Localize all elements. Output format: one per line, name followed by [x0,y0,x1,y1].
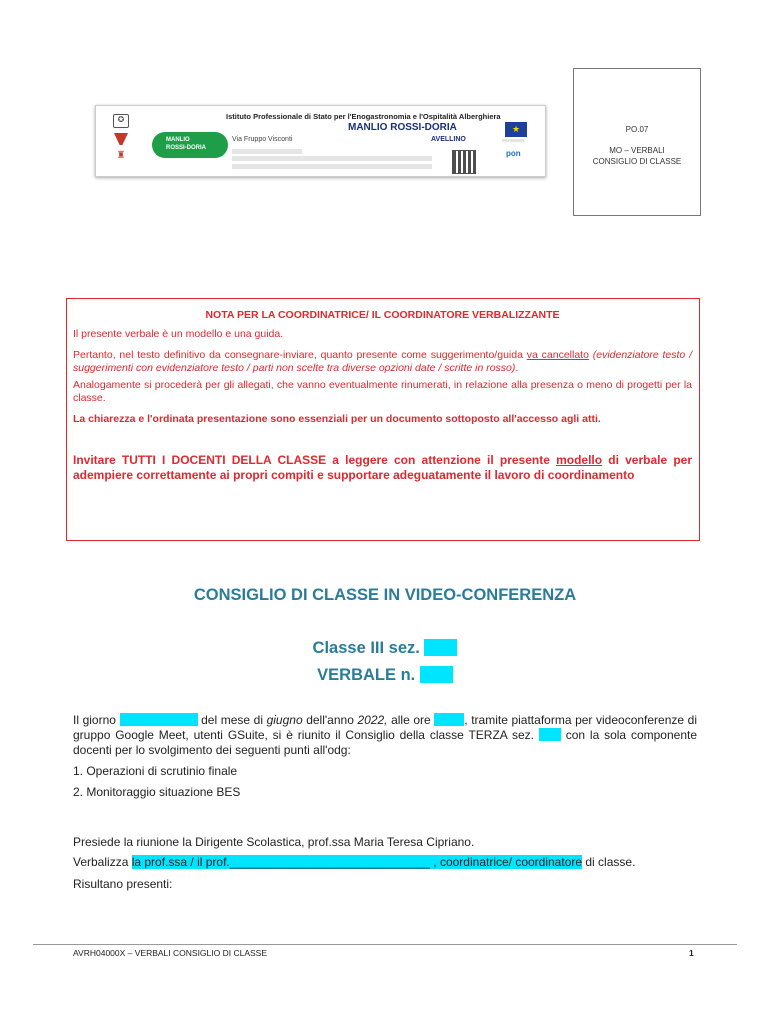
p1-text-f: con la sola componente docenti per lo svolgimento dei seguenti punti all'odg: [73,728,697,757]
verbale-number-line [0,666,770,685]
institute-name: MANLIO ROSSI-DORIA [348,122,457,133]
institute-banner [95,105,546,177]
class-section-blank-field[interactable] [539,728,561,741]
note-paragraph-5 [73,453,692,483]
p1-text-e: , tramite piattaforma per videoconferenze di gruppo Google Meet, utenti GSuite, si è riunito il Consiglio della classe TERZA sez. [73,713,697,742]
logo-text-2: ROSSI-DORIA [166,145,207,151]
note-p2-underlined: va cancellato [526,349,589,361]
note-paragraph-2 [73,349,692,375]
p1-text-d: alle ore [387,713,435,727]
document-type [574,145,700,167]
p1-text-b: del mese di [197,713,267,727]
class-label: Classe III sez. [312,639,425,657]
coordinator-note-box [66,298,700,541]
contact-line-3 [232,164,432,171]
region-emblem-icon [114,133,128,145]
note-p2-end: . [515,362,519,374]
document-code-box [573,68,701,216]
pon-logo: pon [506,149,521,158]
institute-address: Via Fruppo Visconti [232,136,293,143]
note-p2-text: Pertanto, nel testo definitivo da consegnare-inviare, quanto presente come suggerimento/guida [73,349,527,361]
emblem-column [110,114,132,167]
document-type-line1: MO – VERBALI [609,146,665,155]
note-p5-end: di verbale per adempiere correttamente ai propri compiti e supportare adeguatamente il lavoro di coordinamento [73,453,692,482]
document-type-line2: CONSIGLIO DI CLASSE [592,157,682,166]
p1-month: giugno [266,713,303,727]
section-blank-field[interactable] [424,639,457,656]
p1-text-a: Il giorno [73,713,120,727]
class-section-line [0,639,770,658]
note-p5-text: Invitare TUTTI I DOCENTI DELLA CLASSE a leggere con attenzione il presente [73,453,557,467]
footer-doc-name: AVRH04000X – VERBALI CONSIGLIO DI CLASSE [73,948,268,958]
risultano-line: Risultano presenti: [73,877,173,891]
p1-year: 2022, [357,713,388,727]
main-title: CONSIGLIO DI CLASSE IN VIDEO-CONFERENZA [193,586,577,604]
institute-line: Istituto Professionale di Stato per l'Enogastronomia e l'Ospitalità Alberghiera [226,112,501,121]
document-code: PO.07 [625,125,649,134]
contact-line-2 [232,156,432,163]
agenda-item-1: 1. Operazioni di scrutinio finale [73,764,238,778]
footer-page-number: 1 [689,948,694,958]
note-p2-italic: (evidenziatore testo / suggerimenti con evidenziatore testo / parti non scelte tra diverse opzioni date / scritte in rosso) [73,349,692,374]
qr-code-icon [452,150,476,174]
eu-flag-icon: ★ [505,122,527,137]
agenda-item-2: 2. Monitoraggio situazione BES [73,785,241,799]
presiede-line: Presiede la riunione la Dirigente Scolastica, prof.ssa Maria Teresa Cipriano. [73,835,475,849]
footer-divider [33,944,737,945]
province-emblem-icon: ♜ [116,150,126,161]
day-blank-field[interactable] [120,713,198,726]
school-logo [152,132,228,158]
time-blank-field[interactable] [434,713,464,726]
note-paragraph-3: Analogamente si procederà per gli allegati, che vanno eventualmente rinumerati, in relazione alla presenza o meno di progetti per la classe. [73,379,692,404]
verbale-number-blank-field[interactable] [420,666,453,683]
logo-text-1: MANLIO [166,137,190,143]
contact-line-1 [232,149,302,156]
meeting-paragraph [73,713,697,758]
verbalizza-highlight[interactable]: la prof.ssa / il prof.______________________________ , coordinatrice/ coordinatore [131,855,583,869]
republic-emblem-icon: ✪ [113,114,129,128]
note-paragraph-1: Il presente verbale è un modello e una guida. [73,328,284,340]
verbalizza-label: Verbalizza [73,855,132,869]
eu-label [502,138,524,143]
note-paragraph-4: La chiarezza e l'ordinata presentazione sono essenziali per un documento sottoposto all'accesso agli atti. [73,413,601,425]
institute-city: AVELLINO [431,136,466,143]
verbalizza-line [73,855,635,870]
verbalizza-end: di classe. [582,855,636,869]
note-title: NOTA PER LA COORDINATRICE/ IL COORDINATORE VERBALIZZANTE [205,309,560,321]
p1-text-c: dell'anno [302,713,358,727]
note-p5-underlined: modello [556,453,603,467]
verbale-label: VERBALE n. [317,666,420,684]
